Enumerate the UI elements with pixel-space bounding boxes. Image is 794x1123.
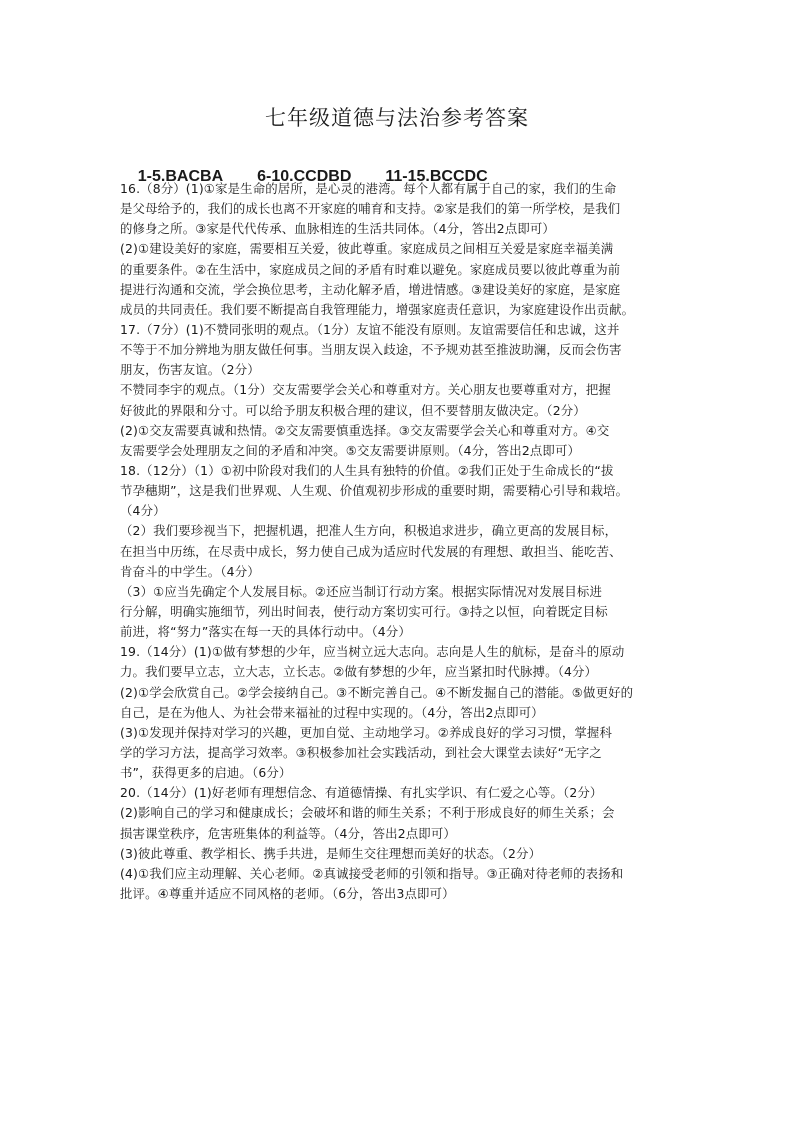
answer-line: 友需要学会处理朋友之间的矛盾和冲突。⑤交友需要讲原则。（4分，答出2点即可） <box>120 442 581 458</box>
answer-line: 20.（14分）(1)好老师有理想信念、有道德情操、有扎实学识、有仁爱之心等。（2分） <box>120 785 603 801</box>
answer-line: 节孕穗期”，这是我们世界观、人生观、价值观初步形成的重要时期，需要精心引导和栽培。 <box>120 483 629 499</box>
answer-line: 18.（12分）（1）①初中阶段对我们的人生具有独特的价值。②我们正处于生命成长的“拔 <box>120 462 614 478</box>
answer-line: 的修身之所。③家是代代传承、血脉相连的生活共同体。（4分，答出2点即可） <box>120 221 555 237</box>
answer-line: 在担当中历练，在尽责中成长，努力使自己成为适应时代发展的有理想、敢担当、能吃苦、 <box>120 543 622 559</box>
answer-line: 提进行沟通和交流，学会换位思考，主动化解矛盾，增进情感。③建设美好的家庭，是家庭 <box>120 281 621 297</box>
answer-line: （2）我们要珍视当下，把握机遇，把准人生方向，积极追求进步，确立更高的发展目标， <box>120 523 618 539</box>
answer-line: 肯奋斗的中学生。（4分） <box>120 563 260 579</box>
answer-line: 成员的共同责任。我们要不断提高自我管理能力，增强家庭责任意识，为家庭建设作出贡献。 <box>120 301 635 317</box>
answer-body <box>120 179 680 904</box>
answer-line: 力。我们要早立志，立大志，立长志。②做有梦想的少年，应当紧扣时代脉搏。（4分） <box>120 664 598 680</box>
choice-answers-11-15: 11-15.BCCDC <box>385 168 488 185</box>
answer-line: 前进，将“努力”落实在每一天的具体行动中。（4分） <box>120 624 411 640</box>
answer-line: (2)①交友需要真诚和热情。②交友需要慎重选择。③交友需要学会关心和尊重对方。④交 <box>120 422 610 438</box>
answer-line: 不赞同李宇的观点。（1分）交友需要学会关心和尊重对方。关心朋友也要尊重对方，把握 <box>120 382 611 398</box>
answer-line: （4分） <box>120 503 166 519</box>
answer-line: 自己，是在为他人、为社会带来福祉的过程中实现的。（4分，答出2点即可） <box>120 704 544 720</box>
answer-line: 的重要条件。②在生活中，家庭成员之间的矛盾有时难以避免。家庭成员要以彼此尊重为前 <box>120 261 621 277</box>
answer-line: 损害课堂秩序，危害班集体的利益等。（4分，答出2点即可） <box>120 825 456 841</box>
answer-line: （3）①应当先确定个人发展目标。②还应当制订行动方案。根据实际情况对发展目标进 <box>120 583 603 599</box>
answer-line: (4)①我们应主动理解、关心老师。②真诚接受老师的引领和指导。③正确对待老师的表扬和 <box>120 865 624 881</box>
answer-line: 批评。④尊重并适应不同风格的老师。（6分，答出3点即可） <box>120 885 455 901</box>
answer-line: 书”，获得更多的启迪。（6分） <box>120 765 292 781</box>
answer-line: 17.（7分）(1)不赞同张明的观点。（1分）友谊不能没有原则。友谊需要信任和忠诚，这并 <box>120 321 620 337</box>
answer-line: 19.（14分）(1)①做有梦想的少年，应当树立远大志向。志向是人生的航标，是奋斗的原动 <box>120 644 625 660</box>
choice-answers-1-5: 1-5.BACBA <box>137 168 224 185</box>
answer-line: (2)影响自己的学习和健康成长；会破坏和谐的师生关系；不利于形成良好的师生关系；会 <box>120 805 615 821</box>
answer-line: 16.（8分）(1)①家是生命的居所，是心灵的港湾。每个人都有属于自己的家，我们的生命 <box>120 181 617 196</box>
answer-line: (2)①学会欣赏自己。②学会接纳自己。③不断完善自己。④不断发掘自己的潜能。⑤做更好的 <box>120 684 634 700</box>
answer-line: (3)①发现并保持对学习的兴趣，更加自觉、主动地学习。②养成良好的学习习惯，掌握科 <box>120 724 612 740</box>
answer-line: (3)彼此尊重、教学相长、携手共进，是师生交往理想而美好的状态。（2分） <box>120 845 542 861</box>
page-title: 七年级道德与法治参考答案 <box>265 106 529 130</box>
answer-line: 好彼此的界限和分寸。可以给予朋友积极合理的建议，但不要替朋友做决定。（2分） <box>120 402 586 418</box>
answer-line: 不等于不加分辨地为朋友做任何事。当朋友误入歧途，不予规劝甚至推波助澜，反而会伤害 <box>120 342 622 358</box>
answer-line: 朋友，伤害友谊。（2分） <box>120 362 260 378</box>
answer-line: (2)①建设美好的家庭，需要相互关爱，彼此尊重。家庭成员之间相互关爱是家庭幸福美满 <box>120 241 614 257</box>
answer-line: 学的学习方法，提高学习效率。③积极参加社会实践活动，到社会大课堂去读好“无字之 <box>120 744 602 760</box>
answer-line: 行分解，明确实施细节，列出时间表，使行动方案切实可行。③持之以恒，向着既定目标 <box>120 603 608 619</box>
answer-line: 是父母给予的，我们的成长也离不开家庭的哺育和支持。②家是我们的第一所学校，是我们 <box>120 201 621 217</box>
choice-answers-6-10: 6-10.CCDBD <box>257 168 352 185</box>
